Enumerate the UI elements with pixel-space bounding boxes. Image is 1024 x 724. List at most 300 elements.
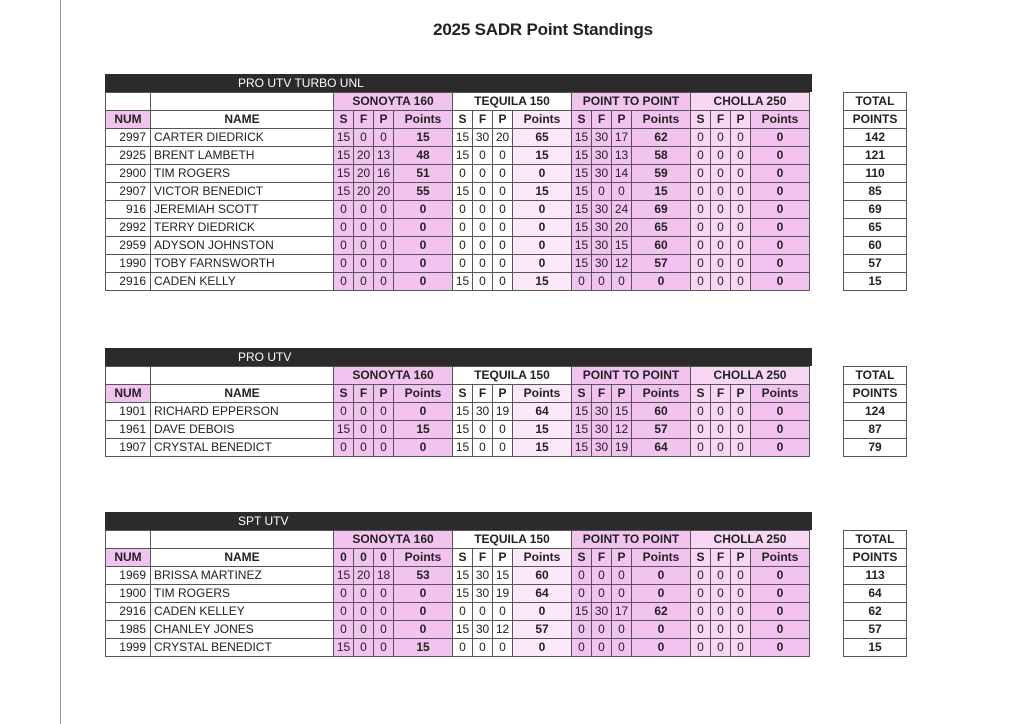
- total-points: 85: [844, 183, 907, 201]
- sub-header: P: [374, 111, 394, 129]
- total-row: [844, 255, 907, 273]
- start-pts: 15: [453, 439, 473, 457]
- race-points: 62: [632, 129, 691, 147]
- sub-header: F: [473, 111, 493, 129]
- sub-header: S: [453, 549, 473, 567]
- position-pts: 18: [374, 567, 394, 585]
- race-header: SONOYTA 160: [334, 531, 453, 549]
- race-points: 55: [394, 183, 453, 201]
- driver-number: 916: [106, 201, 151, 219]
- position-pts: 0: [374, 201, 394, 219]
- sub-header: 0: [374, 549, 394, 567]
- finish-pts: 30: [473, 567, 493, 585]
- finish-pts: 0: [354, 421, 374, 439]
- position-pts: 0: [493, 273, 513, 291]
- position-pts: 19: [493, 403, 513, 421]
- race-points: 0: [751, 421, 810, 439]
- total-row: [844, 403, 907, 421]
- finish-pts: 0: [711, 237, 731, 255]
- sub-header: F: [473, 385, 493, 403]
- race-points: 48: [394, 147, 453, 165]
- finish-pts: 0: [711, 639, 731, 657]
- start-pts: 0: [691, 219, 711, 237]
- finish-pts: 0: [473, 273, 493, 291]
- column-header-row: [106, 385, 810, 403]
- sub-header: S: [572, 111, 592, 129]
- race-points: 0: [632, 621, 691, 639]
- sub-header: 0: [334, 549, 354, 567]
- position-pts: 0: [374, 255, 394, 273]
- num-header: NUM: [106, 385, 151, 403]
- total-header: TOTAL: [844, 93, 907, 111]
- finish-pts: 30: [592, 403, 612, 421]
- race-points: 15: [513, 421, 572, 439]
- driver-name: CARTER DIEDRICK: [151, 129, 334, 147]
- finish-pts: 0: [354, 439, 374, 457]
- column-header-row: [106, 111, 810, 129]
- sub-header: Points: [394, 111, 453, 129]
- standings-table-1: [105, 348, 812, 457]
- finish-pts: 0: [354, 403, 374, 421]
- race-points: 0: [751, 165, 810, 183]
- position-pts: 0: [731, 147, 751, 165]
- total-header: POINTS: [844, 549, 907, 567]
- position-pts: 14: [612, 165, 632, 183]
- total-points: 64: [844, 585, 907, 603]
- total-row: [844, 439, 907, 457]
- sub-header: S: [691, 385, 711, 403]
- race-points: 15: [513, 147, 572, 165]
- start-pts: 0: [572, 567, 592, 585]
- race-points: 0: [513, 219, 572, 237]
- race-points: 58: [632, 147, 691, 165]
- sub-header: S: [572, 385, 592, 403]
- race-points: 0: [394, 585, 453, 603]
- position-pts: 0: [374, 585, 394, 603]
- race-header: POINT TO POINT: [572, 367, 691, 385]
- finish-pts: 30: [592, 219, 612, 237]
- race-points: 0: [751, 183, 810, 201]
- position-pts: 15: [493, 567, 513, 585]
- race-points: 0: [394, 255, 453, 273]
- finish-pts: 0: [473, 639, 493, 657]
- table-row: [106, 183, 810, 201]
- finish-pts: 30: [592, 129, 612, 147]
- sub-header: F: [592, 111, 612, 129]
- finish-pts: 0: [473, 165, 493, 183]
- driver-name: TIM ROGERS: [151, 585, 334, 603]
- sub-header: S: [334, 111, 354, 129]
- driver-number: 1969: [106, 567, 151, 585]
- finish-pts: 0: [711, 273, 731, 291]
- start-pts: 15: [334, 183, 354, 201]
- total-header: TOTAL: [844, 367, 907, 385]
- start-pts: 15: [453, 147, 473, 165]
- start-pts: 0: [691, 273, 711, 291]
- driver-name: CHANLEY JONES: [151, 621, 334, 639]
- finish-pts: 0: [354, 255, 374, 273]
- finish-pts: 0: [592, 639, 612, 657]
- position-pts: 0: [374, 219, 394, 237]
- points-table: [105, 530, 810, 657]
- race-points: 0: [394, 273, 453, 291]
- race-points: 64: [513, 403, 572, 421]
- driver-name: TIM ROGERS: [151, 165, 334, 183]
- total-row: [844, 639, 907, 657]
- finish-pts: 30: [473, 403, 493, 421]
- driver-number: 2992: [106, 219, 151, 237]
- position-pts: 20: [612, 219, 632, 237]
- finish-pts: 0: [711, 129, 731, 147]
- start-pts: 0: [572, 273, 592, 291]
- table-row: [106, 237, 810, 255]
- position-pts: 0: [731, 273, 751, 291]
- start-pts: 15: [572, 129, 592, 147]
- finish-pts: 0: [711, 147, 731, 165]
- position-pts: 0: [493, 603, 513, 621]
- column-header-row: [106, 549, 810, 567]
- total-points: 15: [844, 639, 907, 657]
- race-header: CHOLLA 250: [691, 531, 810, 549]
- table-row: [106, 165, 810, 183]
- sub-header: P: [731, 549, 751, 567]
- race-points: 15: [394, 129, 453, 147]
- start-pts: 0: [453, 219, 473, 237]
- driver-name: CADEN KELLEY: [151, 603, 334, 621]
- start-pts: 0: [691, 201, 711, 219]
- position-pts: 0: [374, 129, 394, 147]
- finish-pts: 0: [711, 567, 731, 585]
- driver-name: CRYSTAL BENEDICT: [151, 439, 334, 457]
- finish-pts: 20: [354, 567, 374, 585]
- start-pts: 15: [572, 183, 592, 201]
- position-pts: 0: [493, 639, 513, 657]
- race-header: CHOLLA 250: [691, 93, 810, 111]
- race-points: 57: [632, 255, 691, 273]
- sub-header: P: [612, 111, 632, 129]
- position-pts: 0: [731, 201, 751, 219]
- finish-pts: 0: [711, 439, 731, 457]
- race-points: 0: [751, 273, 810, 291]
- race-points: 0: [513, 639, 572, 657]
- table-row: [106, 621, 810, 639]
- total-points-box: [843, 530, 907, 657]
- total-points: 121: [844, 147, 907, 165]
- race-points: 0: [513, 201, 572, 219]
- finish-pts: 0: [354, 201, 374, 219]
- race-header-row: [106, 367, 810, 385]
- position-pts: 0: [731, 439, 751, 457]
- position-pts: 13: [612, 147, 632, 165]
- position-pts: 0: [493, 183, 513, 201]
- finish-pts: 20: [354, 183, 374, 201]
- table-row: [106, 255, 810, 273]
- finish-pts: 30: [592, 147, 612, 165]
- finish-pts: 0: [711, 165, 731, 183]
- race-points: 64: [513, 585, 572, 603]
- position-pts: 0: [374, 273, 394, 291]
- position-pts: 0: [374, 621, 394, 639]
- position-pts: 0: [612, 183, 632, 201]
- race-points: 62: [632, 603, 691, 621]
- position-pts: 0: [374, 421, 394, 439]
- finish-pts: 30: [473, 621, 493, 639]
- total-points: 142: [844, 129, 907, 147]
- start-pts: 0: [334, 255, 354, 273]
- start-pts: 0: [334, 439, 354, 457]
- start-pts: 15: [334, 129, 354, 147]
- start-pts: 0: [691, 421, 711, 439]
- position-pts: 0: [374, 639, 394, 657]
- start-pts: 15: [334, 165, 354, 183]
- standings-table-0: [105, 74, 812, 291]
- total-header: POINTS: [844, 385, 907, 403]
- position-pts: 0: [731, 183, 751, 201]
- position-pts: 0: [612, 567, 632, 585]
- finish-pts: 20: [354, 147, 374, 165]
- standings-table-2: [105, 512, 812, 657]
- race-points: 0: [394, 403, 453, 421]
- race-points: 0: [751, 621, 810, 639]
- race-points: 15: [513, 439, 572, 457]
- table-row: [106, 403, 810, 421]
- position-pts: 19: [493, 585, 513, 603]
- sub-header: F: [354, 385, 374, 403]
- class-title-bar: SPT UTV: [105, 512, 812, 530]
- sub-header: Points: [394, 549, 453, 567]
- total-points: 57: [844, 255, 907, 273]
- total-points: 87: [844, 421, 907, 439]
- race-points: 0: [513, 165, 572, 183]
- finish-pts: 0: [354, 273, 374, 291]
- finish-pts: 30: [473, 129, 493, 147]
- num-header: NUM: [106, 111, 151, 129]
- race-header: POINT TO POINT: [572, 531, 691, 549]
- total-row: [844, 147, 907, 165]
- finish-pts: 0: [354, 639, 374, 657]
- finish-pts: 0: [473, 421, 493, 439]
- driver-number: 2959: [106, 237, 151, 255]
- race-points: 0: [751, 147, 810, 165]
- total-points: 110: [844, 165, 907, 183]
- race-points: 0: [632, 639, 691, 657]
- blank-cell: [106, 367, 151, 385]
- race-points: 65: [632, 219, 691, 237]
- total-points-box: [843, 92, 907, 291]
- position-pts: 0: [731, 603, 751, 621]
- class-title-bar: PRO UTV: [105, 348, 812, 366]
- start-pts: 15: [572, 147, 592, 165]
- table-row: [106, 585, 810, 603]
- start-pts: 0: [691, 129, 711, 147]
- position-pts: 0: [493, 219, 513, 237]
- driver-name: BRENT LAMBETH: [151, 147, 334, 165]
- race-points: 0: [751, 219, 810, 237]
- start-pts: 15: [334, 421, 354, 439]
- position-pts: 15: [612, 237, 632, 255]
- finish-pts: 0: [711, 219, 731, 237]
- position-pts: 0: [493, 237, 513, 255]
- blank-cell: [106, 531, 151, 549]
- total-row: [844, 129, 907, 147]
- start-pts: 0: [691, 585, 711, 603]
- total-row: [844, 585, 907, 603]
- sub-header: P: [612, 385, 632, 403]
- driver-name: JEREMIAH SCOTT: [151, 201, 334, 219]
- total-points: 15: [844, 273, 907, 291]
- sub-header: Points: [751, 549, 810, 567]
- driver-number: 1907: [106, 439, 151, 457]
- race-points: 0: [751, 255, 810, 273]
- start-pts: 0: [572, 585, 592, 603]
- position-pts: 0: [731, 403, 751, 421]
- finish-pts: 0: [473, 201, 493, 219]
- position-pts: 0: [493, 255, 513, 273]
- start-pts: 0: [691, 403, 711, 421]
- start-pts: 15: [572, 237, 592, 255]
- start-pts: 0: [691, 639, 711, 657]
- total-points: 62: [844, 603, 907, 621]
- total-points: 113: [844, 567, 907, 585]
- race-points: 0: [751, 201, 810, 219]
- driver-name: RICHARD EPPERSON: [151, 403, 334, 421]
- start-pts: 0: [691, 183, 711, 201]
- finish-pts: 0: [354, 237, 374, 255]
- sub-header: Points: [632, 111, 691, 129]
- position-pts: 0: [374, 237, 394, 255]
- table-row: [106, 603, 810, 621]
- driver-name: TERRY DIEDRICK: [151, 219, 334, 237]
- total-points: 57: [844, 621, 907, 639]
- start-pts: 0: [334, 603, 354, 621]
- table-row: [106, 639, 810, 657]
- race-points: 57: [632, 421, 691, 439]
- finish-pts: 0: [711, 403, 731, 421]
- start-pts: 0: [453, 603, 473, 621]
- total-header: POINTS: [844, 111, 907, 129]
- start-pts: 15: [453, 129, 473, 147]
- table-row: [106, 219, 810, 237]
- start-pts: 15: [572, 439, 592, 457]
- start-pts: 0: [691, 567, 711, 585]
- finish-pts: 0: [473, 439, 493, 457]
- sub-header: F: [711, 549, 731, 567]
- table-row: [106, 147, 810, 165]
- position-pts: 12: [612, 421, 632, 439]
- finish-pts: 0: [592, 621, 612, 639]
- sub-header: Points: [632, 549, 691, 567]
- start-pts: 0: [334, 273, 354, 291]
- table-row: [106, 421, 810, 439]
- driver-name: DAVE DEBOIS: [151, 421, 334, 439]
- finish-pts: 0: [711, 183, 731, 201]
- race-points: 15: [513, 183, 572, 201]
- blank-cell: [106, 93, 151, 111]
- finish-pts: 0: [354, 603, 374, 621]
- sub-header: F: [592, 385, 612, 403]
- sub-header: S: [572, 549, 592, 567]
- total-points: 79: [844, 439, 907, 457]
- position-pts: 15: [612, 403, 632, 421]
- total-row: [844, 237, 907, 255]
- finish-pts: 30: [592, 603, 612, 621]
- sub-header: P: [731, 385, 751, 403]
- total-row: [844, 421, 907, 439]
- finish-pts: 0: [473, 603, 493, 621]
- driver-name: TOBY FARNSWORTH: [151, 255, 334, 273]
- finish-pts: 0: [711, 255, 731, 273]
- finish-pts: 0: [592, 567, 612, 585]
- finish-pts: 30: [592, 255, 612, 273]
- start-pts: 15: [572, 255, 592, 273]
- total-points: 60: [844, 237, 907, 255]
- race-points: 60: [632, 237, 691, 255]
- table-row: [106, 273, 810, 291]
- start-pts: 0: [691, 603, 711, 621]
- finish-pts: 30: [592, 439, 612, 457]
- position-pts: 24: [612, 201, 632, 219]
- page-title: 2025 SADR Point Standings: [433, 20, 653, 39]
- start-pts: 0: [334, 201, 354, 219]
- race-points: 0: [632, 567, 691, 585]
- total-row: [844, 603, 907, 621]
- position-pts: 0: [612, 273, 632, 291]
- finish-pts: 30: [592, 165, 612, 183]
- race-points: 0: [513, 255, 572, 273]
- race-header: SONOYTA 160: [334, 93, 453, 111]
- position-pts: 0: [493, 165, 513, 183]
- sub-header: P: [493, 385, 513, 403]
- start-pts: 0: [453, 165, 473, 183]
- driver-number: 2997: [106, 129, 151, 147]
- start-pts: 0: [334, 237, 354, 255]
- position-pts: 0: [493, 421, 513, 439]
- position-pts: 0: [731, 567, 751, 585]
- total-points-box: [843, 366, 907, 457]
- total-row: [844, 567, 907, 585]
- sub-header: F: [473, 549, 493, 567]
- finish-pts: 30: [592, 201, 612, 219]
- position-pts: 17: [612, 603, 632, 621]
- position-pts: 13: [374, 147, 394, 165]
- position-pts: 12: [612, 255, 632, 273]
- position-pts: 0: [731, 237, 751, 255]
- race-points: 15: [394, 421, 453, 439]
- race-points: 0: [751, 603, 810, 621]
- position-pts: 0: [731, 255, 751, 273]
- race-points: 0: [751, 237, 810, 255]
- race-header: CHOLLA 250: [691, 367, 810, 385]
- sub-header: S: [453, 385, 473, 403]
- race-points: 0: [394, 621, 453, 639]
- race-header: TEQUILA 150: [453, 531, 572, 549]
- race-points: 15: [632, 183, 691, 201]
- total-header: TOTAL: [844, 531, 907, 549]
- scan-edge-line: [60, 0, 61, 724]
- finish-pts: 0: [711, 421, 731, 439]
- start-pts: 0: [334, 621, 354, 639]
- race-points: 15: [513, 273, 572, 291]
- start-pts: 15: [572, 165, 592, 183]
- race-points: 60: [513, 567, 572, 585]
- race-points: 65: [513, 129, 572, 147]
- sub-header: Points: [751, 111, 810, 129]
- sub-header: Points: [513, 549, 572, 567]
- start-pts: 15: [453, 183, 473, 201]
- sub-header: Points: [394, 385, 453, 403]
- table-row: [106, 567, 810, 585]
- sub-header: P: [493, 549, 513, 567]
